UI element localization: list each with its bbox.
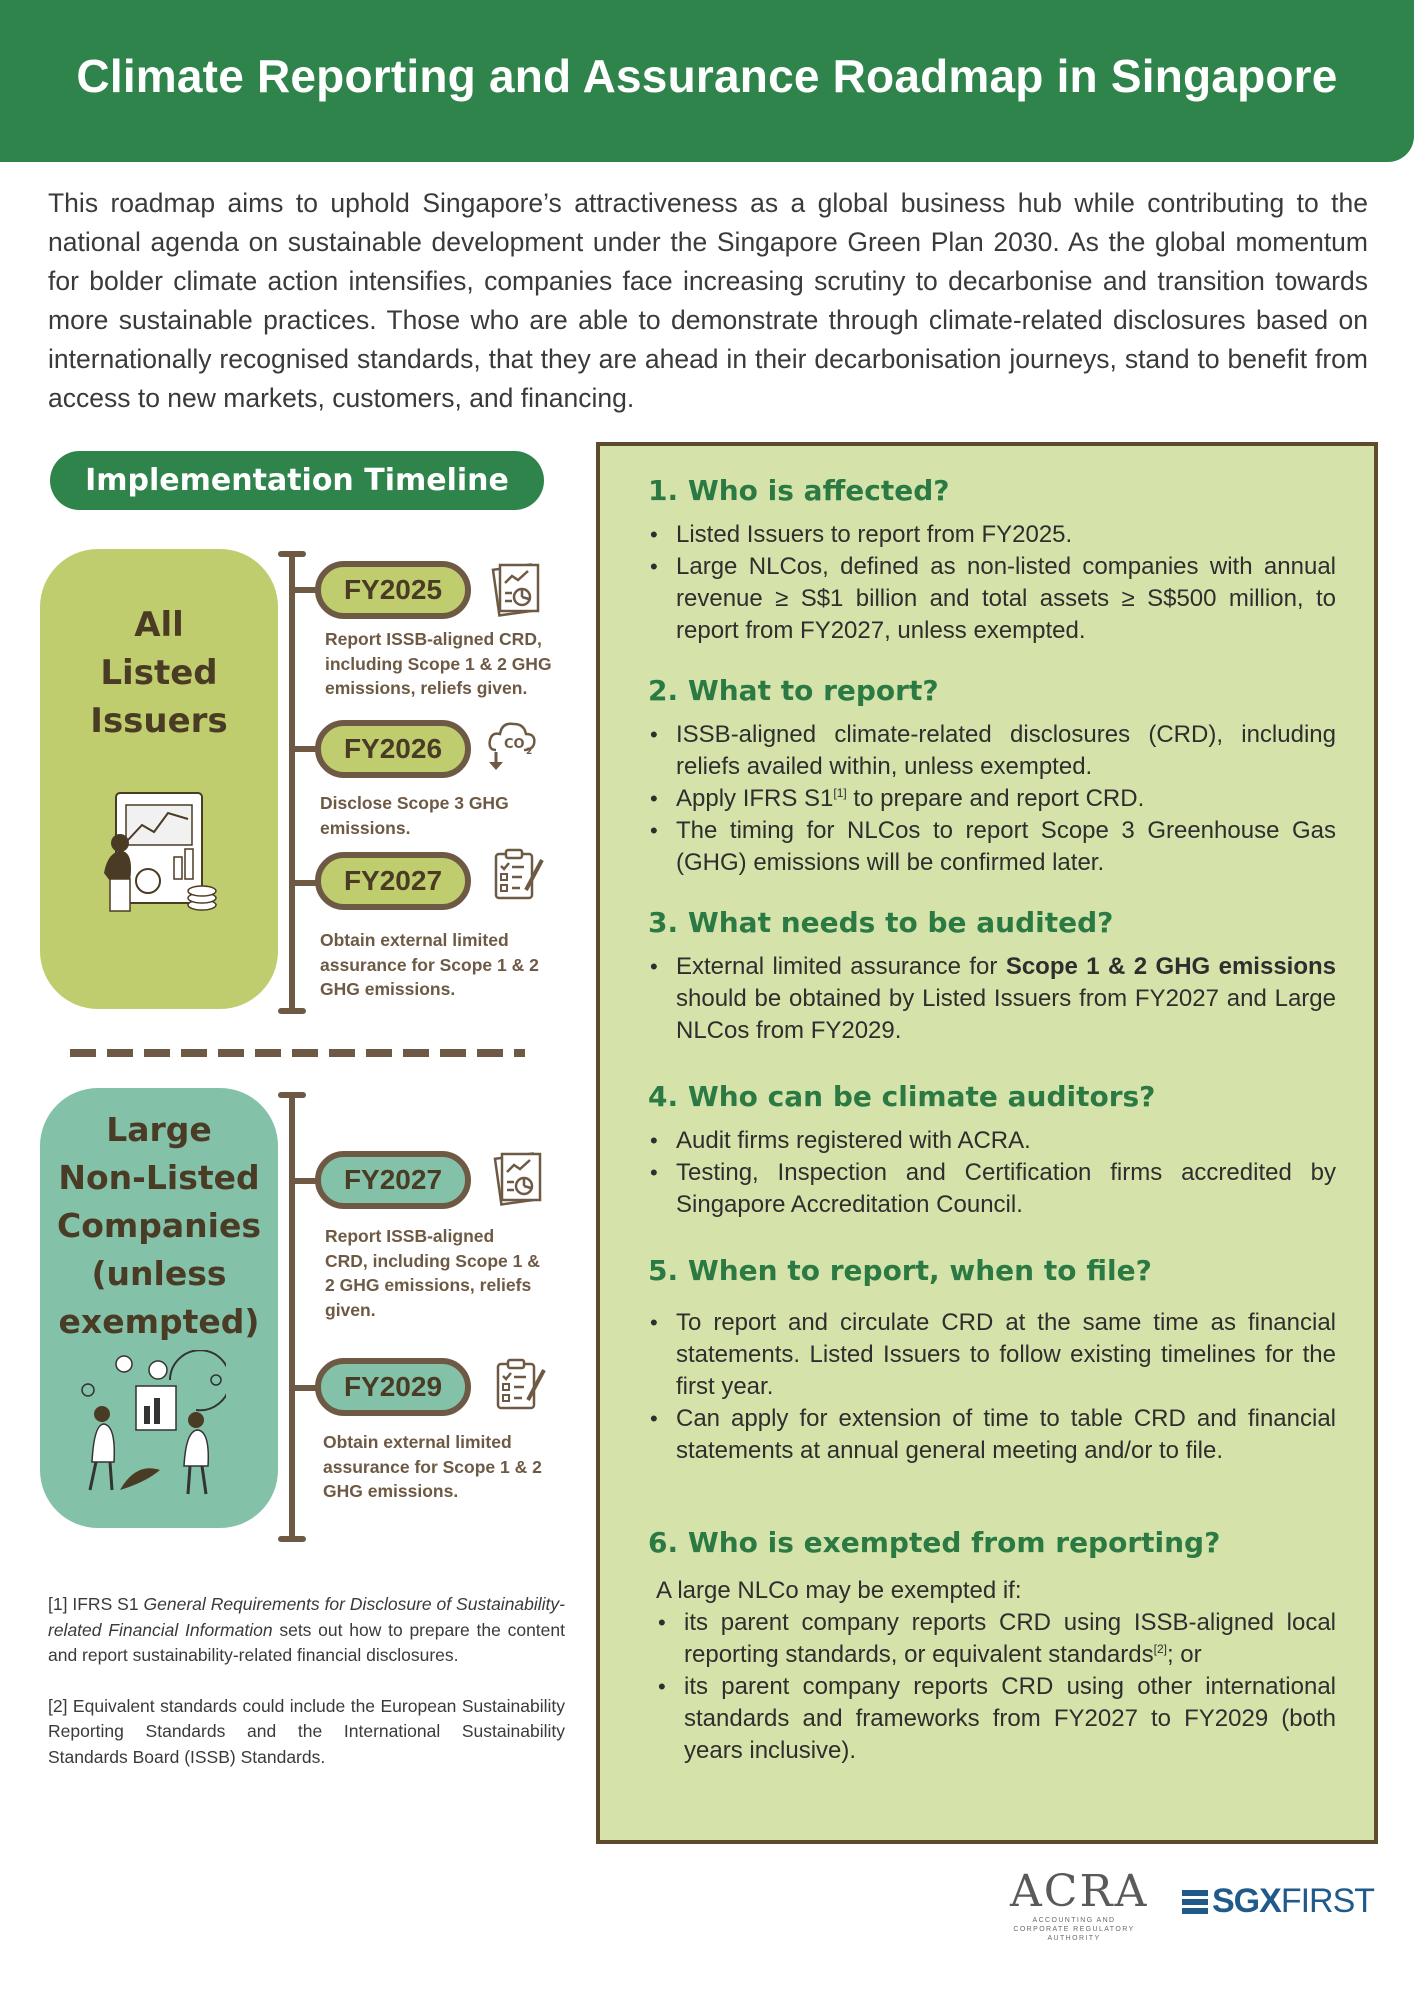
milestone-fy2025-desc: Report ISSB-aligned CRD, including Scope 1 & 2 GHG emissions, reliefs given. [325,629,552,698]
section-heading: 6. Who is exempted from reporting? [648,1526,1221,1559]
list-item: • External limited assurance for Scope 1 & 2 GHG emissions should be obtained by Listed Issuers from FY2027 and Large NLCos from FY2029. [648,951,1336,1047]
milestone-fy2026: FY2026 [315,720,471,778]
list-item: • Apply IFRS S1[1] to prepare and report CRD. [648,783,1336,815]
list-item: • Testing, Inspection and Certification firms accredited by Singapore Accreditation Council. [648,1157,1336,1221]
footnote-1: [1] IFRS S1 General Requirements for Disclosure of Sustainability-related Financial Information sets out how to prepare the content and report sustainability-related financial disclosures. [48,1594,566,1665]
svg-text:CO: CO [504,737,525,752]
large-nlco-label: Large Non-Listed Companies (unless exempted) [57,1110,261,1341]
list-item: • The timing for NLCos to report Scope 3 Greenhouse Gas (GHG) emissions will be confirmed later. [648,815,1336,879]
listed-issuers-label: All Listed Issuers [90,605,228,741]
list-item: • Audit firms registered with ACRA. [648,1125,1336,1157]
listed-timeline-line [289,553,295,1013]
report-chart-icon [490,1150,546,1206]
large-nlco-group [40,1088,278,1528]
section-heading: 2. What to report? [648,674,939,707]
milestone-fy2027-nlco: FY2027 [315,1151,471,1209]
listed-line-cap-bottom [278,1008,306,1014]
checklist-icon [492,1356,548,1412]
milestone-fy2029-desc: Obtain external limited assurance for Scope 1 & 2 GHG emissions. [323,1432,542,1501]
list-item: • ISSB-aligned climate-related disclosures (CRD), including reliefs availed within, unless exempted. [648,719,1336,783]
sgx-bars-icon [1182,1890,1208,1914]
page-header [0,0,1414,162]
milestone-fy2026-desc: Disclose Scope 3 GHG emissions. [320,793,509,838]
faq-who-affected [648,474,1336,647]
footnotes [48,1592,565,1795]
faq-when-to-report [648,1254,1336,1467]
nlco-line-cap-bottom [278,1536,306,1542]
exemption-lead: A large NLCo may be exempted if: [656,1577,1022,1604]
sgxfirst-logo: SGX FIRST [1182,1882,1374,1921]
intro-paragraph: This roadmap aims to uphold Singapore’s attractiveness as a global business hub while contributing to the national agenda on sustainable development under the Singapore Green Plan 2030. As the global momentum for bolder climate action intensifies, companies face increasing scrutiny to decarbonise and transition towards more sustainable practices. Those who are able to demonstrate through climate-related disclosures based on internationally recognised standards, that they are ahead in their decarbonisation journeys, stand to benefit from access to new markets, customers, and financing. [48,188,1368,413]
milestone-fy2027-listed-desc: Obtain external limited assurance for Scope 1 & 2 GHG emissions. [320,930,539,999]
section-heading: 1. Who is affected? [648,474,950,507]
faq-climate-auditors [648,1080,1336,1221]
business-people-illustration [76,1350,226,1500]
faq-what-audited [648,906,1336,1047]
list-item: • Large NLCos, defined as non-listed companies with annual revenue ≥ S$1 billion and total assets ≥ S$500 million, to report from FY2027, unless exempted. [648,551,1336,647]
faq-exemption [648,1526,1336,1767]
report-chart-icon [488,561,544,617]
nlco-timeline-line [289,1094,295,1539]
listed-line-cap-top [278,551,306,557]
listed-issuers-group [40,549,278,1009]
co2-cloud-icon [484,716,540,772]
checklist-icon [490,846,546,902]
list-item: • Listed Issuers to report from FY2025. [648,519,1336,551]
dashboard-illustration [90,785,230,925]
list-item: • To report and circulate CRD at the same time as financial statements. Listed Issuers to follow existing timelines for the first year. [648,1307,1336,1403]
milestone-fy2029: FY2029 [315,1358,471,1416]
nlco-line-cap-top [278,1092,306,1098]
list-item: • its parent company reports CRD using ISSB-aligned local reporting standards, or equivalent standards[2]; or [648,1607,1336,1671]
group-divider [70,1049,525,1057]
timeline-title: Implementation Timeline [50,451,544,510]
list-item: • its parent company reports CRD using other international standards and frameworks from FY2027 to FY2029 (both years inclusive). [648,1671,1336,1767]
milestone-fy2025: FY2025 [315,561,471,619]
faq-panel [596,442,1378,1844]
list-item: • Can apply for extension of time to table CRD and financial statements at annual general meeting and/or to file. [648,1403,1336,1467]
footnote-2: [2] Equivalent standards could include the European Sustainability Reporting Standards and the International Sustainability Standards Board (ISSB) Standards. [48,1695,565,1767]
page-title: Climate Reporting and Assurance Roadmap in Singapore [76,50,1338,102]
faq-what-to-report [648,674,1336,879]
section-heading: 3. What needs to be audited? [648,906,1114,939]
milestone-fy2027-listed: FY2027 [315,852,471,910]
section-heading: 4. Who can be climate auditors? [648,1080,1156,1113]
section-heading: 5. When to report, when to file? [648,1254,1152,1287]
milestone-fy2027-nlco-desc: Report ISSB-aligned CRD, including Scope 1 & 2 GHG emissions, reliefs given. [325,1226,540,1320]
acra-logo: ACRA ACCOUNTING AND CORPORATE REGULATORY AUTHORITY [1010,1866,1149,1942]
svg-text:2: 2 [526,747,533,757]
